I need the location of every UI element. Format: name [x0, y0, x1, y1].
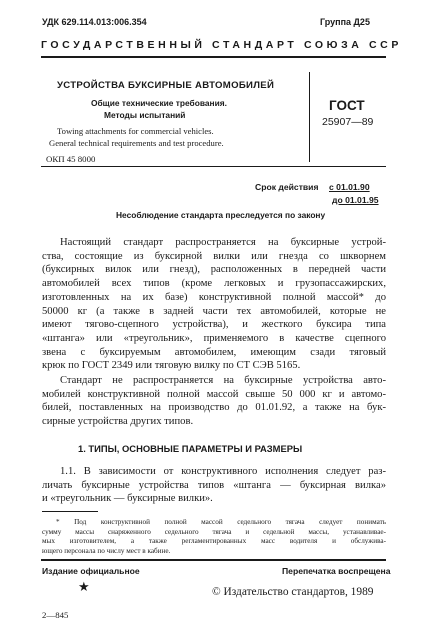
validity-to: до 01.01.95: [332, 195, 379, 205]
footnote-line: * Под конструктивной полной массой седельного тягача следует понимать: [56, 518, 386, 526]
paragraph-1-1: [42, 465, 386, 506]
text-line: имеют тягово-сцепного устройства), и жесткого буксира типа: [42, 319, 386, 331]
text-line: личать буксирные устройства типов «штанга — буксирная вилка»: [42, 479, 386, 491]
english-title-1: Towing attachments for commercial vehicles.: [57, 126, 214, 136]
paragraph-scope: [42, 236, 386, 373]
text-line: сирные устройства других типов.: [42, 416, 194, 428]
text-line: и «треугольник — буксирные вилки».: [42, 493, 213, 505]
star-icon: ★: [78, 580, 90, 595]
text-line: ства, состоящие из буксирной вилки или гнезда со шкворнем: [42, 250, 386, 262]
footnote-separator: [42, 511, 98, 512]
paragraph-exclusions: [42, 374, 386, 429]
gost-label: ГОСТ: [329, 98, 365, 113]
reprint-notice: Перепечатка воспрещена: [282, 566, 391, 576]
copyright-notice: © Издательство стандартов, 1989: [212, 586, 374, 598]
footnote-line: сумму массы снаряженного седельного тягача и седельной массы, устанавливае-: [42, 527, 386, 536]
udk-code: УДК 629.114.013:006.354: [42, 17, 147, 27]
section-heading: 1. ТИПЫ, ОСНОВНЫЕ ПАРАМЕТРЫ И РАЗМЕРЫ: [78, 443, 303, 454]
state-standard-heading: ГОСУДАРСТВЕННЫЙ СТАНДАРТ СОЮЗА ССР: [41, 39, 402, 51]
text-line: «штанга» или «треугольник», применяемого в качестве сцепного: [42, 332, 386, 344]
validity-from: с 01.01.90: [329, 182, 370, 192]
text-line: Стандарт не распространяется на буксирные устройства авто-: [60, 375, 386, 386]
text-line: звена с буксируемым автомобилем, имеющим сзади тяговый: [42, 346, 386, 358]
text-line: мобилей конструктивной полной массой свыше 50 000 кг и автомо-: [42, 388, 386, 400]
title-block-divider: [309, 72, 310, 162]
document-subtitle-2: Методы испытаний: [104, 110, 186, 120]
text-line: 50000 кг (а также в задней части тех автомобилей, которые не: [42, 305, 386, 317]
official-edition-label: Издание официальное: [42, 566, 140, 576]
text-line: автомобилей всех типов (кроме легковых и грузопассажирских,: [42, 278, 386, 290]
text-line: изготовленных на их базе) конструктивной полной массой* до: [42, 291, 386, 303]
penalty-notice: Несоблюдение стандарта преследуется по закону: [116, 210, 326, 220]
title-block-rule: [41, 166, 386, 167]
okp-code: ОКП 45 8000: [46, 154, 96, 164]
print-code: 2—845: [42, 610, 69, 620]
footnote-line: мых изготовителем, а также регламентированных масс водителя и обслужива-: [42, 537, 386, 546]
document-title: УСТРОЙСТВА БУКСИРНЫЕ АВТОМОБИЛЕЙ: [57, 80, 275, 91]
text-line: (буксирных вилок или гнезд), расположенных в передней части: [42, 264, 386, 276]
validity-label: Срок действия: [255, 182, 319, 192]
footnote-line: ющего персонала по числу мест в кабине.: [42, 546, 171, 555]
footnote: [42, 518, 386, 556]
document-subtitle-1: Общие технические требования.: [91, 98, 227, 108]
english-title-2: General technical requirements and test procedure.: [49, 138, 224, 148]
text-line: 1.1. В зависимости от конструктивного исполнения следует раз-: [60, 466, 386, 477]
text-line: крюк по ГОСТ 2349 или тяговую вилку по СТ СЭВ 5165.: [42, 360, 301, 372]
text-line: билей, поставленных на производство до 01.01.92, а также на бук-: [42, 402, 386, 414]
footer-rule: [41, 559, 386, 561]
group-code: Группа Д25: [320, 17, 370, 27]
gost-number: 25907—89: [322, 116, 374, 128]
header-rule-top: [41, 56, 386, 58]
text-line: Настоящий стандарт распространяется на буксирные устрой-: [60, 237, 386, 248]
